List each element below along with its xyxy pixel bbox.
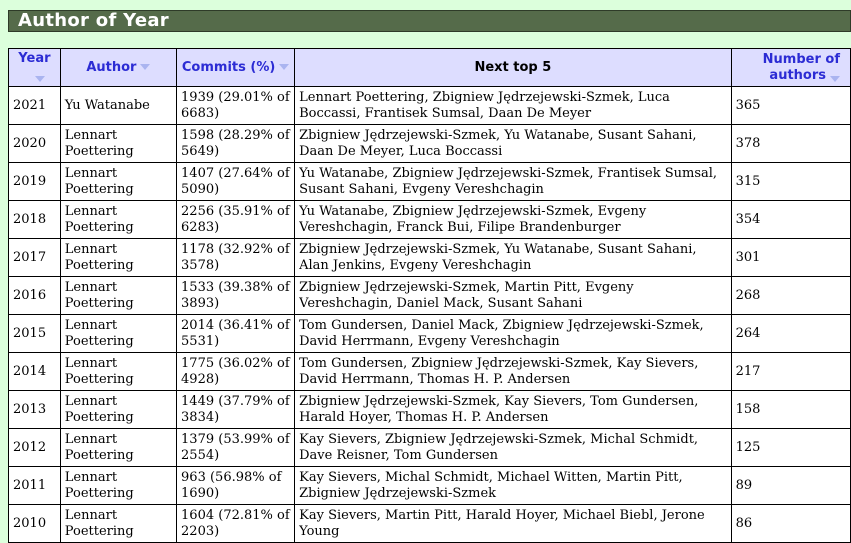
commits-cell: 1407 (27.64% of 5090)	[177, 163, 295, 201]
author-cell: Lennart Poettering	[60, 467, 176, 505]
sort-icon[interactable]	[830, 76, 840, 82]
author-cell: Lennart Poettering	[60, 391, 176, 429]
year-cell: 2013	[9, 391, 61, 429]
commits-cell: 1449 (37.79% of 3834)	[177, 391, 295, 429]
next-top-5-cell: Tom Gundersen, Daniel Mack, Zbigniew Jędrzejewski-Szmek, David Herrmann, Evgeny Vereshchagin	[295, 315, 732, 353]
commits-cell: 1379 (53.99% of 2554)	[177, 429, 295, 467]
author-of-year-table	[8, 48, 851, 543]
sort-icon[interactable]	[35, 76, 45, 82]
number-of-authors-cell: 158	[731, 391, 850, 429]
next-top-5-cell: Kay Sievers, Michal Schmidt, Michael Witten, Martin Pitt, Zbigniew Jędrzejewski-Szmek	[295, 467, 732, 505]
number-of-authors-cell: 301	[731, 239, 850, 277]
year-column-header[interactable]	[9, 49, 61, 87]
commits-cell: 1939 (29.01% of 6683)	[177, 87, 295, 125]
next-top-5-cell: Kay Sievers, Martin Pitt, Harald Hoyer, Michael Biebl, Jerone Young	[295, 505, 732, 543]
author-cell: Lennart Poettering	[60, 277, 176, 315]
year-cell: 2021	[9, 87, 61, 125]
year-cell: 2016	[9, 277, 61, 315]
year-cell: 2017	[9, 239, 61, 277]
table-row	[9, 353, 851, 391]
year-cell: 2012	[9, 429, 61, 467]
next-top-5-cell: Zbigniew Jędrzejewski-Szmek, Martin Pitt, Evgeny Vereshchagin, Daniel Mack, Susant Sahani	[295, 277, 732, 315]
page-title: Author of Year	[18, 10, 169, 31]
author-cell: Lennart Poettering	[60, 125, 176, 163]
commits-column-header[interactable]	[177, 49, 295, 87]
commits-header-label: Commits (%)	[181, 59, 276, 75]
table-row	[9, 429, 851, 467]
next-top-5-column-header	[295, 49, 732, 87]
authors-header-label-line2: authors	[769, 67, 826, 83]
commits-cell: 1598 (28.29% of 5649)	[177, 125, 295, 163]
next-top-5-cell: Yu Watanabe, Zbigniew Jędrzejewski-Szmek, Evgeny Vereshchagin, Franck Bui, Filipe Brandenburger	[295, 201, 732, 239]
author-cell: Lennart Poettering	[60, 315, 176, 353]
sort-icon[interactable]	[279, 64, 289, 70]
next-top-5-cell: Zbigniew Jędrzejewski-Szmek, Kay Sievers, Tom Gundersen, Harald Hoyer, Thomas H. P. Andersen	[295, 391, 732, 429]
commits-cell: 1178 (32.92% of 3578)	[177, 239, 295, 277]
table-row	[9, 391, 851, 429]
next-top-5-cell: Lennart Poettering, Zbigniew Jędrzejewski-Szmek, Luca Boccassi, Frantisek Sumsal, Daan De Meyer	[295, 87, 732, 125]
number-of-authors-cell: 86	[731, 505, 850, 543]
commits-cell: 2014 (36.41% of 5531)	[177, 315, 295, 353]
table-header-row	[9, 49, 851, 87]
authors-header-label-line1: Number of	[762, 51, 840, 67]
year-cell: 2018	[9, 201, 61, 239]
author-cell: Lennart Poettering	[60, 239, 176, 277]
number-of-authors-column-header[interactable]	[731, 49, 850, 87]
number-of-authors-cell: 315	[731, 163, 850, 201]
number-of-authors-cell: 365	[731, 87, 850, 125]
author-cell: Yu Watanabe	[60, 87, 176, 125]
author-column-header[interactable]	[60, 49, 176, 87]
author-cell: Lennart Poettering	[60, 505, 176, 543]
number-of-authors-cell: 268	[731, 277, 850, 315]
table-row	[9, 239, 851, 277]
table-row	[9, 201, 851, 239]
year-cell: 2011	[9, 467, 61, 505]
year-cell: 2015	[9, 315, 61, 353]
number-of-authors-cell: 378	[731, 125, 850, 163]
author-cell: Lennart Poettering	[60, 163, 176, 201]
next-top-5-header-label: Next top 5	[474, 59, 552, 75]
table-row	[9, 87, 851, 125]
number-of-authors-cell: 125	[731, 429, 850, 467]
sort-icon[interactable]	[140, 64, 150, 70]
year-cell: 2010	[9, 505, 61, 543]
next-top-5-cell: Zbigniew Jędrzejewski-Szmek, Yu Watanabe, Susant Sahani, Daan De Meyer, Luca Boccassi	[295, 125, 732, 163]
table-row	[9, 277, 851, 315]
next-top-5-cell: Kay Sievers, Zbigniew Jędrzejewski-Szmek, Michal Schmidt, Dave Reisner, Tom Gundersen	[295, 429, 732, 467]
next-top-5-cell: Yu Watanabe, Zbigniew Jędrzejewski-Szmek, Frantisek Sumsal, Susant Sahani, Evgeny Vereshchagin	[295, 163, 732, 201]
table-row	[9, 505, 851, 543]
number-of-authors-cell: 354	[731, 201, 850, 239]
table-row	[9, 467, 851, 505]
commits-cell: 2256 (35.91% of 6283)	[177, 201, 295, 239]
year-cell: 2019	[9, 163, 61, 201]
table-row	[9, 315, 851, 353]
number-of-authors-cell: 264	[731, 315, 850, 353]
author-cell: Lennart Poettering	[60, 201, 176, 239]
author-header-label: Author	[86, 59, 137, 75]
commits-cell: 963 (56.98% of 1690)	[177, 467, 295, 505]
section-title-bar	[8, 10, 851, 32]
number-of-authors-cell: 217	[731, 353, 850, 391]
next-top-5-cell: Tom Gundersen, Zbigniew Jędrzejewski-Szmek, Kay Sievers, David Herrmann, Thomas H. P. Andersen	[295, 353, 732, 391]
author-cell: Lennart Poettering	[60, 353, 176, 391]
commits-cell: 1604 (72.81% of 2203)	[177, 505, 295, 543]
commits-cell: 1775 (36.02% of 4928)	[177, 353, 295, 391]
table-row	[9, 163, 851, 201]
commits-cell: 1533 (39.38% of 3893)	[177, 277, 295, 315]
number-of-authors-cell: 89	[731, 467, 850, 505]
year-cell: 2020	[9, 125, 61, 163]
table-row	[9, 125, 851, 163]
year-cell: 2014	[9, 353, 61, 391]
author-cell: Lennart Poettering	[60, 429, 176, 467]
table-body	[9, 87, 851, 543]
year-header-label: Year	[18, 51, 51, 66]
next-top-5-cell: Zbigniew Jędrzejewski-Szmek, Yu Watanabe, Susant Sahani, Alan Jenkins, Evgeny Vereshchagin	[295, 239, 732, 277]
